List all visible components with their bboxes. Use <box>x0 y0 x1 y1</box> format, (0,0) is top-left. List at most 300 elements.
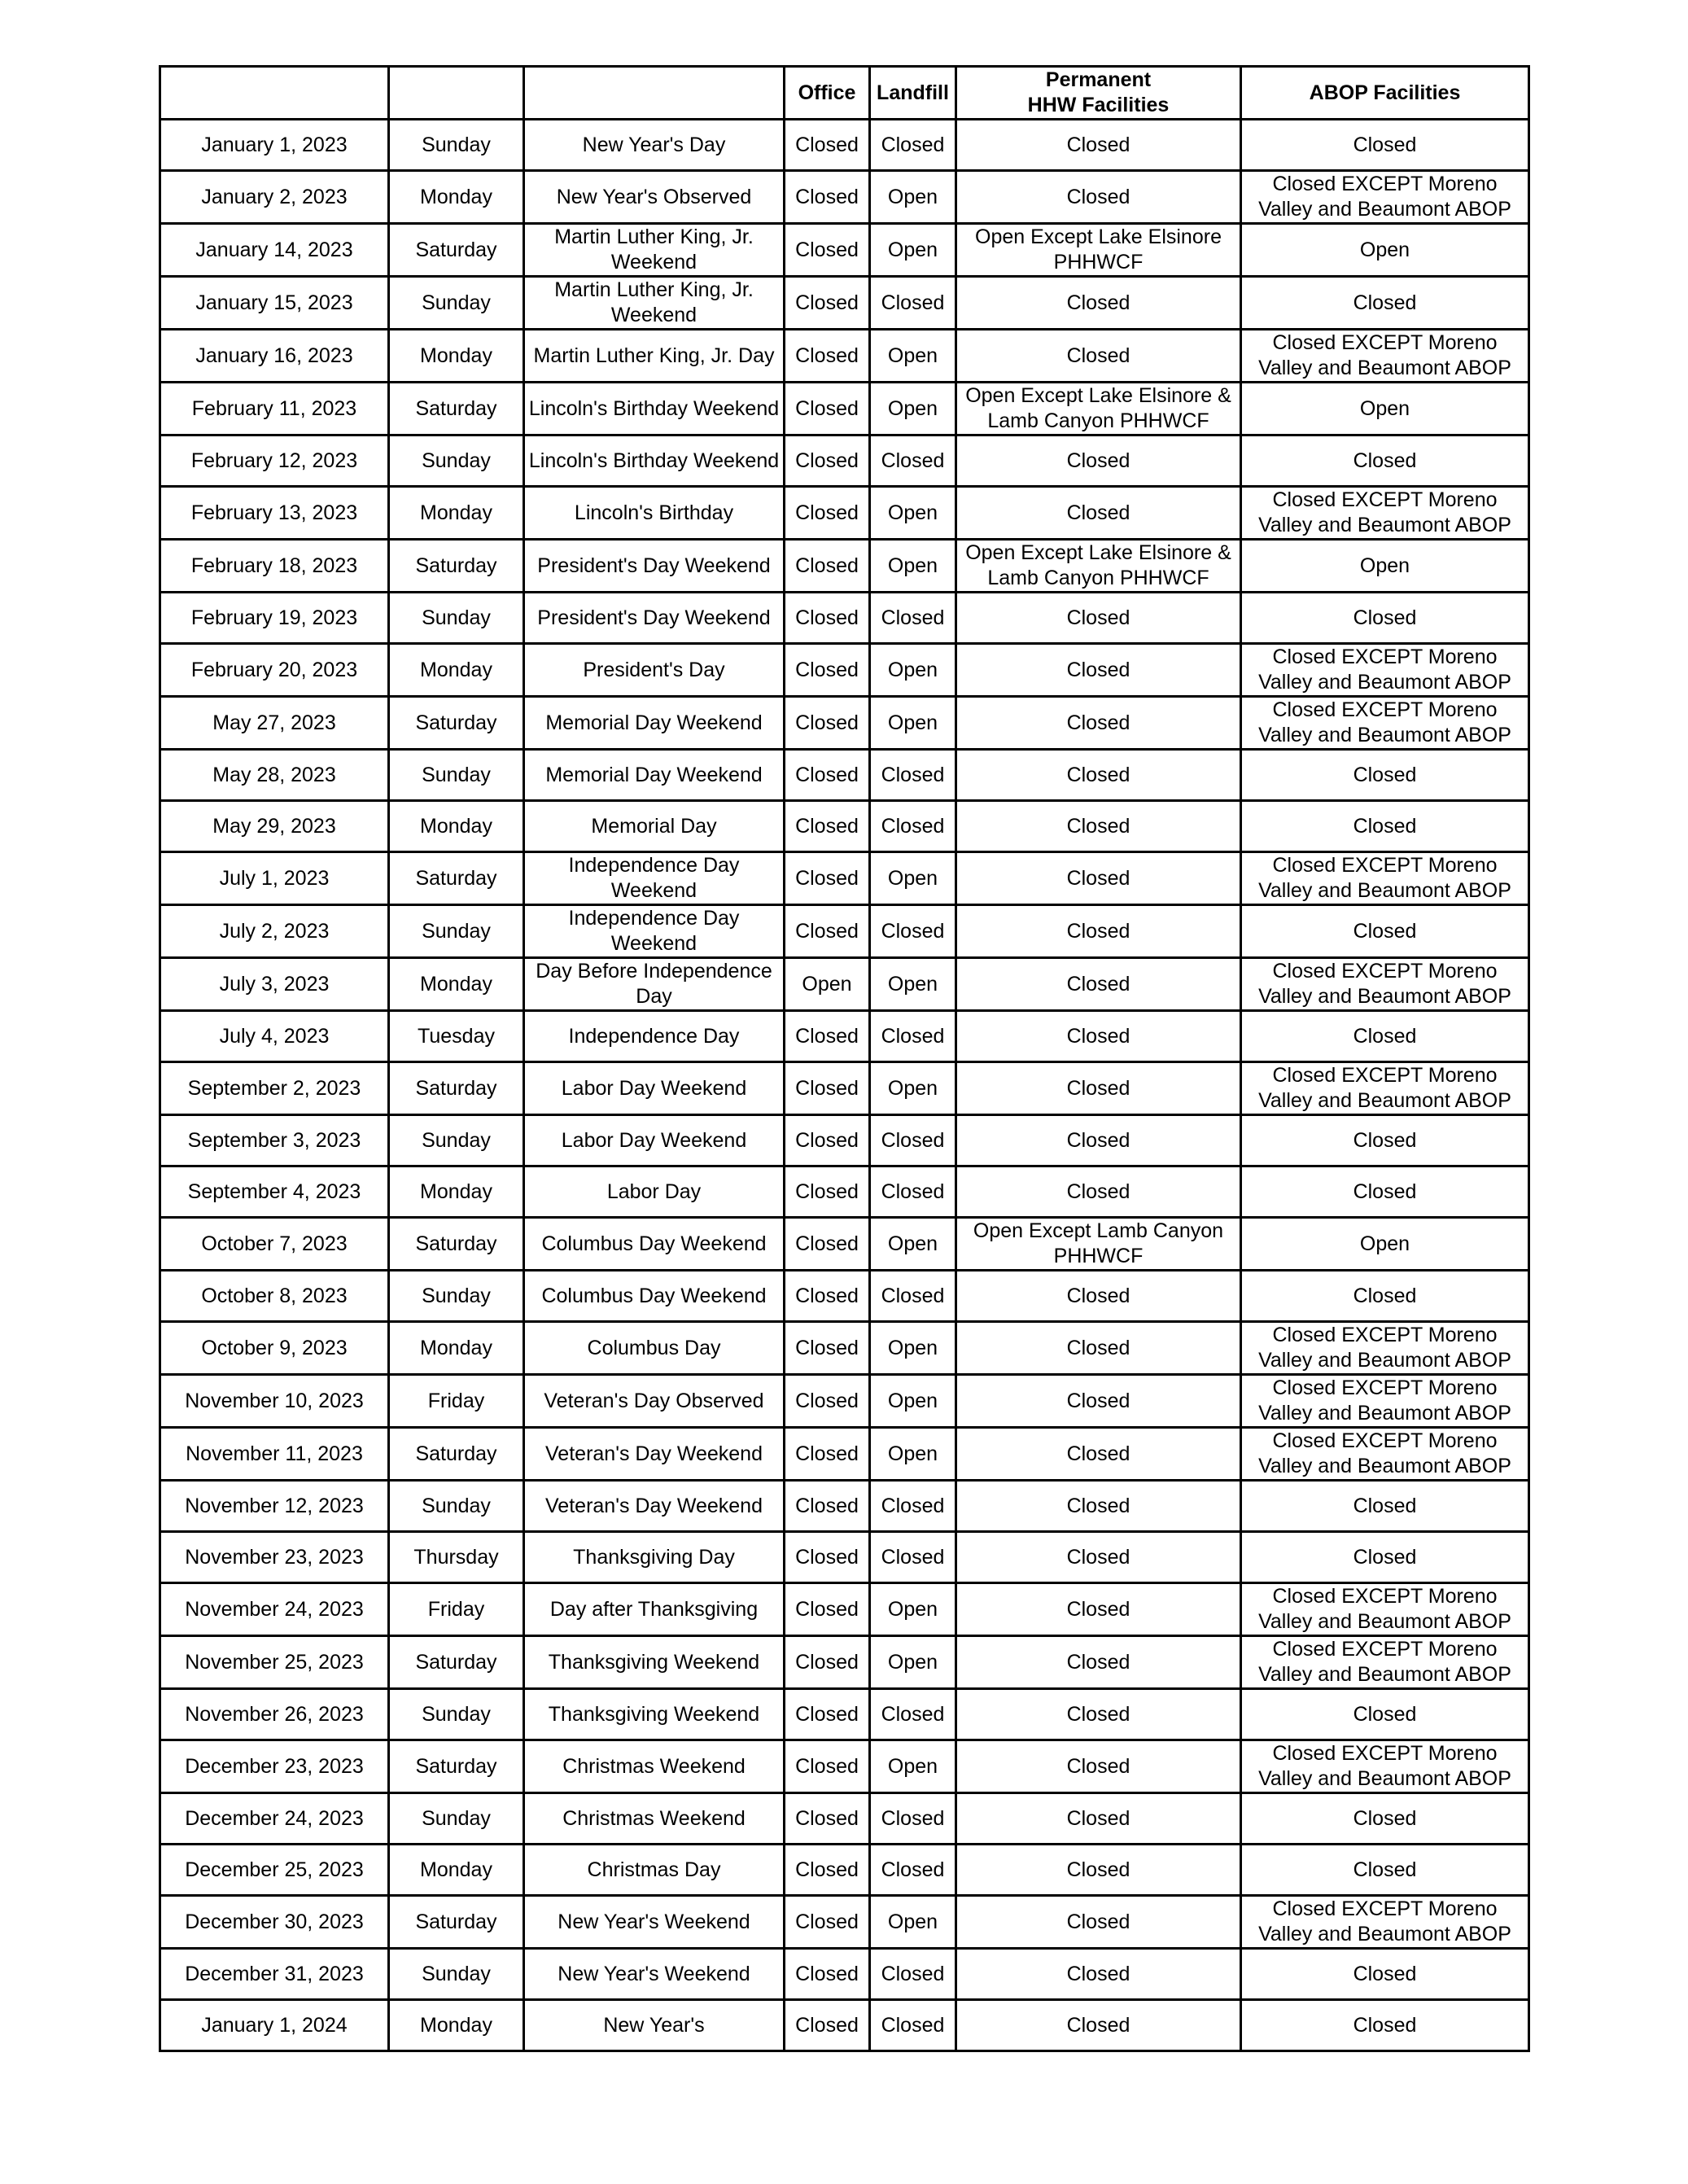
cell-holiday: Independence Day Weekend <box>524 852 785 905</box>
cell-hhw-facilities: Closed <box>956 1896 1241 1949</box>
cell-hhw-facilities: Open Except Lake Elsinore & Lamb Canyon PHHWCF <box>956 383 1241 435</box>
cell-landfill: Open <box>870 1740 956 1793</box>
table-row <box>160 1428 1529 1481</box>
table-body <box>160 120 1529 2051</box>
table-row <box>160 697 1529 750</box>
header-date <box>160 67 389 120</box>
cell-landfill: Closed <box>870 1949 956 2000</box>
cell-office: Closed <box>785 1740 870 1793</box>
cell-hhw-facilities: Closed <box>956 1689 1241 1740</box>
cell-abop-facilities: Closed EXCEPT Moreno Valley and Beaumont ABOP <box>1241 1896 1529 1949</box>
table-row <box>160 905 1529 958</box>
cell-hhw-facilities: Closed <box>956 644 1241 697</box>
cell-date: January 1, 2023 <box>160 120 389 171</box>
cell-day: Saturday <box>389 1636 524 1689</box>
cell-date: November 24, 2023 <box>160 1583 389 1636</box>
cell-landfill: Closed <box>870 750 956 801</box>
cell-office: Closed <box>785 224 870 277</box>
cell-landfill: Open <box>870 224 956 277</box>
table-row <box>160 277 1529 330</box>
cell-date: May 27, 2023 <box>160 697 389 750</box>
cell-holiday: Labor Day Weekend <box>524 1062 785 1115</box>
cell-landfill: Closed <box>870 277 956 330</box>
cell-landfill: Open <box>870 330 956 383</box>
cell-day: Sunday <box>389 1481 524 1532</box>
cell-day: Monday <box>389 1845 524 1896</box>
header-day <box>389 67 524 120</box>
cell-landfill: Closed <box>870 1845 956 1896</box>
cell-landfill: Open <box>870 487 956 540</box>
cell-abop-facilities: Closed EXCEPT Moreno Valley and Beaumont ABOP <box>1241 1062 1529 1115</box>
cell-holiday: Labor Day Weekend <box>524 1115 785 1166</box>
cell-office: Closed <box>785 540 870 593</box>
cell-abop-facilities: Closed <box>1241 593 1529 644</box>
cell-day: Saturday <box>389 697 524 750</box>
table-row <box>160 1166 1529 1218</box>
cell-day: Monday <box>389 1166 524 1218</box>
cell-hhw-facilities: Closed <box>956 852 1241 905</box>
cell-office: Closed <box>785 1583 870 1636</box>
cell-date: December 25, 2023 <box>160 1845 389 1896</box>
cell-date: November 23, 2023 <box>160 1532 389 1583</box>
cell-landfill: Closed <box>870 1532 956 1583</box>
cell-holiday: New Year's Weekend <box>524 1896 785 1949</box>
table-row <box>160 1271 1529 1322</box>
cell-landfill: Closed <box>870 593 956 644</box>
header-holiday <box>524 67 785 120</box>
cell-date: November 26, 2023 <box>160 1689 389 1740</box>
cell-hhw-facilities: Closed <box>956 1428 1241 1481</box>
cell-office: Closed <box>785 120 870 171</box>
table-row <box>160 1949 1529 2000</box>
cell-abop-facilities: Closed <box>1241 1689 1529 1740</box>
cell-date: December 24, 2023 <box>160 1793 389 1845</box>
cell-day: Monday <box>389 487 524 540</box>
cell-holiday: New Year's Day <box>524 120 785 171</box>
cell-holiday: Memorial Day Weekend <box>524 697 785 750</box>
cell-landfill: Open <box>870 697 956 750</box>
cell-landfill: Closed <box>870 1166 956 1218</box>
cell-hhw-facilities: Closed <box>956 120 1241 171</box>
cell-landfill: Open <box>870 1375 956 1428</box>
cell-holiday: Lincoln's Birthday <box>524 487 785 540</box>
table-row <box>160 958 1529 1011</box>
cell-day: Monday <box>389 2000 524 2051</box>
cell-holiday: Veteran's Day Observed <box>524 1375 785 1428</box>
cell-landfill: Open <box>870 1062 956 1115</box>
cell-office: Closed <box>785 1532 870 1583</box>
cell-landfill: Closed <box>870 801 956 852</box>
cell-date: October 7, 2023 <box>160 1218 389 1271</box>
cell-holiday: Lincoln's Birthday Weekend <box>524 435 785 487</box>
cell-office: Closed <box>785 1011 870 1062</box>
cell-holiday: Day after Thanksgiving <box>524 1583 785 1636</box>
cell-hhw-facilities: Closed <box>956 958 1241 1011</box>
table-row <box>160 852 1529 905</box>
cell-day: Sunday <box>389 905 524 958</box>
cell-hhw-facilities: Open Except Lake Elsinore PHHWCF <box>956 224 1241 277</box>
cell-hhw-facilities: Closed <box>956 1115 1241 1166</box>
cell-date: May 29, 2023 <box>160 801 389 852</box>
cell-holiday: Christmas Weekend <box>524 1740 785 1793</box>
cell-office: Closed <box>785 1218 870 1271</box>
cell-hhw-facilities: Closed <box>956 277 1241 330</box>
cell-day: Thursday <box>389 1532 524 1583</box>
cell-holiday: Columbus Day Weekend <box>524 1218 785 1271</box>
cell-abop-facilities: Closed EXCEPT Moreno Valley and Beaumont ABOP <box>1241 330 1529 383</box>
cell-landfill: Open <box>870 383 956 435</box>
table-row <box>160 1115 1529 1166</box>
table-row <box>160 383 1529 435</box>
cell-hhw-facilities: Open Except Lake Elsinore & Lamb Canyon PHHWCF <box>956 540 1241 593</box>
cell-hhw-facilities: Closed <box>956 1532 1241 1583</box>
cell-office: Closed <box>785 1428 870 1481</box>
cell-day: Monday <box>389 801 524 852</box>
cell-abop-facilities: Closed <box>1241 1481 1529 1532</box>
cell-abop-facilities: Closed <box>1241 750 1529 801</box>
table-row <box>160 1793 1529 1845</box>
table-row <box>160 1218 1529 1271</box>
cell-date: November 25, 2023 <box>160 1636 389 1689</box>
cell-holiday: New Year's Weekend <box>524 1949 785 2000</box>
cell-day: Monday <box>389 644 524 697</box>
table-row <box>160 1481 1529 1532</box>
cell-date: July 1, 2023 <box>160 852 389 905</box>
cell-hhw-facilities: Closed <box>956 487 1241 540</box>
cell-holiday: New Year's Observed <box>524 171 785 224</box>
cell-abop-facilities: Closed <box>1241 435 1529 487</box>
cell-holiday: Columbus Day <box>524 1322 785 1375</box>
cell-date: January 14, 2023 <box>160 224 389 277</box>
cell-day: Friday <box>389 1375 524 1428</box>
cell-office: Closed <box>785 277 870 330</box>
cell-landfill: Closed <box>870 120 956 171</box>
cell-hhw-facilities: Closed <box>956 435 1241 487</box>
cell-day: Tuesday <box>389 1011 524 1062</box>
cell-date: January 2, 2023 <box>160 171 389 224</box>
cell-date: February 11, 2023 <box>160 383 389 435</box>
cell-hhw-facilities: Closed <box>956 905 1241 958</box>
cell-abop-facilities: Closed <box>1241 2000 1529 2051</box>
cell-day: Monday <box>389 958 524 1011</box>
cell-holiday: Lincoln's Birthday Weekend <box>524 383 785 435</box>
cell-day: Sunday <box>389 1949 524 2000</box>
header-hhw-line1: Permanent <box>1045 68 1152 91</box>
cell-date: November 12, 2023 <box>160 1481 389 1532</box>
cell-abop-facilities: Closed EXCEPT Moreno Valley and Beaumont ABOP <box>1241 852 1529 905</box>
cell-holiday: Independence Day Weekend <box>524 905 785 958</box>
cell-hhw-facilities: Closed <box>956 1481 1241 1532</box>
cell-hhw-facilities: Closed <box>956 1949 1241 2000</box>
cell-office: Closed <box>785 1896 870 1949</box>
cell-holiday: President's Day <box>524 644 785 697</box>
cell-abop-facilities: Closed EXCEPT Moreno Valley and Beaumont ABOP <box>1241 1375 1529 1428</box>
cell-day: Sunday <box>389 435 524 487</box>
cell-landfill: Open <box>870 1218 956 1271</box>
cell-hhw-facilities: Closed <box>956 1375 1241 1428</box>
cell-date: December 31, 2023 <box>160 1949 389 2000</box>
cell-holiday: Independence Day <box>524 1011 785 1062</box>
cell-abop-facilities: Closed EXCEPT Moreno Valley and Beaumont ABOP <box>1241 171 1529 224</box>
cell-day: Sunday <box>389 1689 524 1740</box>
cell-office: Open <box>785 958 870 1011</box>
cell-office: Closed <box>785 1271 870 1322</box>
table-row <box>160 1322 1529 1375</box>
table-row <box>160 1636 1529 1689</box>
cell-abop-facilities: Closed <box>1241 1532 1529 1583</box>
cell-office: Closed <box>785 1636 870 1689</box>
cell-day: Saturday <box>389 1428 524 1481</box>
cell-date: November 10, 2023 <box>160 1375 389 1428</box>
cell-landfill: Closed <box>870 905 956 958</box>
cell-landfill: Closed <box>870 1481 956 1532</box>
cell-day: Saturday <box>389 852 524 905</box>
cell-day: Sunday <box>389 1793 524 1845</box>
cell-day: Saturday <box>389 1218 524 1271</box>
cell-hhw-facilities: Closed <box>956 2000 1241 2051</box>
cell-holiday: Labor Day <box>524 1166 785 1218</box>
table-row <box>160 435 1529 487</box>
cell-landfill: Open <box>870 1428 956 1481</box>
table-row <box>160 1011 1529 1062</box>
cell-landfill: Open <box>870 852 956 905</box>
cell-landfill: Closed <box>870 1689 956 1740</box>
cell-office: Closed <box>785 1793 870 1845</box>
cell-landfill: Closed <box>870 2000 956 2051</box>
cell-abop-facilities: Closed <box>1241 120 1529 171</box>
cell-office: Closed <box>785 435 870 487</box>
cell-office: Closed <box>785 1481 870 1532</box>
cell-holiday: Martin Luther King, Jr. Day <box>524 330 785 383</box>
cell-day: Saturday <box>389 224 524 277</box>
cell-date: May 28, 2023 <box>160 750 389 801</box>
cell-hhw-facilities: Closed <box>956 1271 1241 1322</box>
cell-date: January 1, 2024 <box>160 2000 389 2051</box>
cell-office: Closed <box>785 1322 870 1375</box>
cell-holiday: Christmas Day <box>524 1845 785 1896</box>
cell-day: Sunday <box>389 1115 524 1166</box>
cell-office: Closed <box>785 1166 870 1218</box>
cell-day: Saturday <box>389 1740 524 1793</box>
cell-day: Saturday <box>389 540 524 593</box>
cell-office: Closed <box>785 487 870 540</box>
cell-holiday: Veteran's Day Weekend <box>524 1428 785 1481</box>
cell-day: Friday <box>389 1583 524 1636</box>
table-row <box>160 750 1529 801</box>
cell-date: December 30, 2023 <box>160 1896 389 1949</box>
cell-office: Closed <box>785 593 870 644</box>
cell-abop-facilities: Open <box>1241 383 1529 435</box>
cell-day: Monday <box>389 1322 524 1375</box>
cell-hhw-facilities: Closed <box>956 1166 1241 1218</box>
cell-office: Closed <box>785 383 870 435</box>
table-row <box>160 224 1529 277</box>
cell-hhw-facilities: Closed <box>956 1011 1241 1062</box>
cell-landfill: Open <box>870 1583 956 1636</box>
cell-date: January 16, 2023 <box>160 330 389 383</box>
table-row <box>160 1689 1529 1740</box>
cell-office: Closed <box>785 801 870 852</box>
cell-office: Closed <box>785 1375 870 1428</box>
cell-day: Sunday <box>389 1271 524 1322</box>
table-row <box>160 171 1529 224</box>
cell-abop-facilities: Closed EXCEPT Moreno Valley and Beaumont ABOP <box>1241 644 1529 697</box>
holiday-schedule-table <box>159 65 1530 2052</box>
cell-date: October 8, 2023 <box>160 1271 389 1322</box>
cell-hhw-facilities: Closed <box>956 1845 1241 1896</box>
cell-holiday: Memorial Day Weekend <box>524 750 785 801</box>
cell-hhw-facilities: Closed <box>956 801 1241 852</box>
cell-holiday: Thanksgiving Day <box>524 1532 785 1583</box>
header-abop-facilities: ABOP Facilities <box>1241 67 1529 120</box>
table-row <box>160 540 1529 593</box>
cell-landfill: Closed <box>870 1271 956 1322</box>
cell-holiday: Martin Luther King, Jr. Weekend <box>524 224 785 277</box>
cell-holiday: President's Day Weekend <box>524 593 785 644</box>
cell-day: Saturday <box>389 1896 524 1949</box>
cell-day: Sunday <box>389 593 524 644</box>
cell-office: Closed <box>785 1062 870 1115</box>
cell-hhw-facilities: Closed <box>956 593 1241 644</box>
cell-office: Closed <box>785 750 870 801</box>
table-row <box>160 1583 1529 1636</box>
cell-holiday: Columbus Day Weekend <box>524 1271 785 1322</box>
cell-landfill: Closed <box>870 1115 956 1166</box>
header-hhw-line2: HHW Facilities <box>1027 94 1170 116</box>
cell-office: Closed <box>785 905 870 958</box>
cell-date: February 18, 2023 <box>160 540 389 593</box>
cell-date: July 2, 2023 <box>160 905 389 958</box>
cell-abop-facilities: Closed EXCEPT Moreno Valley and Beaumont ABOP <box>1241 1636 1529 1689</box>
cell-day: Sunday <box>389 120 524 171</box>
header-hhw-facilities <box>956 67 1241 120</box>
cell-landfill: Open <box>870 958 956 1011</box>
cell-landfill: Closed <box>870 1011 956 1062</box>
cell-landfill: Open <box>870 1636 956 1689</box>
header-row <box>160 67 1529 120</box>
cell-abop-facilities: Closed <box>1241 1793 1529 1845</box>
cell-holiday: New Year's <box>524 2000 785 2051</box>
cell-day: Monday <box>389 171 524 224</box>
cell-date: September 4, 2023 <box>160 1166 389 1218</box>
cell-holiday: Memorial Day <box>524 801 785 852</box>
cell-holiday: Thanksgiving Weekend <box>524 1636 785 1689</box>
cell-hhw-facilities: Closed <box>956 697 1241 750</box>
cell-abop-facilities: Closed EXCEPT Moreno Valley and Beaumont ABOP <box>1241 958 1529 1011</box>
table-row <box>160 801 1529 852</box>
cell-day: Sunday <box>389 277 524 330</box>
cell-hhw-facilities: Closed <box>956 171 1241 224</box>
cell-day: Sunday <box>389 750 524 801</box>
cell-holiday: Day Before Independence Day <box>524 958 785 1011</box>
cell-day: Saturday <box>389 1062 524 1115</box>
cell-hhw-facilities: Closed <box>956 1062 1241 1115</box>
table-row <box>160 1896 1529 1949</box>
cell-hhw-facilities: Closed <box>956 750 1241 801</box>
cell-day: Monday <box>389 330 524 383</box>
cell-abop-facilities: Open <box>1241 1218 1529 1271</box>
cell-abop-facilities: Closed <box>1241 1949 1529 2000</box>
table-header <box>160 67 1529 120</box>
cell-abop-facilities: Closed <box>1241 801 1529 852</box>
cell-office: Closed <box>785 1689 870 1740</box>
table-row <box>160 1845 1529 1896</box>
cell-office: Closed <box>785 644 870 697</box>
cell-hhw-facilities: Closed <box>956 330 1241 383</box>
table-row <box>160 2000 1529 2051</box>
cell-abop-facilities: Closed <box>1241 1166 1529 1218</box>
cell-abop-facilities: Closed <box>1241 1115 1529 1166</box>
cell-abop-facilities: Closed EXCEPT Moreno Valley and Beaumont ABOP <box>1241 697 1529 750</box>
table-row <box>160 1532 1529 1583</box>
cell-office: Closed <box>785 697 870 750</box>
cell-office: Closed <box>785 171 870 224</box>
table-row <box>160 1375 1529 1428</box>
cell-abop-facilities: Closed <box>1241 1011 1529 1062</box>
cell-date: February 12, 2023 <box>160 435 389 487</box>
cell-landfill: Open <box>870 1322 956 1375</box>
cell-office: Closed <box>785 852 870 905</box>
cell-landfill: Open <box>870 171 956 224</box>
cell-abop-facilities: Closed <box>1241 905 1529 958</box>
cell-office: Closed <box>785 1949 870 2000</box>
cell-hhw-facilities: Closed <box>956 1793 1241 1845</box>
cell-hhw-facilities: Open Except Lamb Canyon PHHWCF <box>956 1218 1241 1271</box>
cell-abop-facilities: Closed EXCEPT Moreno Valley and Beaumont ABOP <box>1241 487 1529 540</box>
cell-office: Closed <box>785 1845 870 1896</box>
cell-date: September 3, 2023 <box>160 1115 389 1166</box>
cell-date: July 3, 2023 <box>160 958 389 1011</box>
cell-office: Closed <box>785 1115 870 1166</box>
cell-date: February 20, 2023 <box>160 644 389 697</box>
cell-date: December 23, 2023 <box>160 1740 389 1793</box>
cell-abop-facilities: Closed EXCEPT Moreno Valley and Beaumont ABOP <box>1241 1583 1529 1636</box>
cell-abop-facilities: Open <box>1241 224 1529 277</box>
cell-hhw-facilities: Closed <box>956 1636 1241 1689</box>
cell-hhw-facilities: Closed <box>956 1740 1241 1793</box>
cell-abop-facilities: Closed EXCEPT Moreno Valley and Beaumont ABOP <box>1241 1428 1529 1481</box>
cell-day: Saturday <box>389 383 524 435</box>
table-row <box>160 120 1529 171</box>
cell-hhw-facilities: Closed <box>956 1583 1241 1636</box>
header-landfill: Landfill <box>870 67 956 120</box>
cell-date: September 2, 2023 <box>160 1062 389 1115</box>
cell-abop-facilities: Open <box>1241 540 1529 593</box>
cell-landfill: Open <box>870 1896 956 1949</box>
cell-holiday: Martin Luther King, Jr. Weekend <box>524 277 785 330</box>
header-office: Office <box>785 67 870 120</box>
cell-holiday: President's Day Weekend <box>524 540 785 593</box>
cell-date: October 9, 2023 <box>160 1322 389 1375</box>
cell-abop-facilities: Closed <box>1241 1271 1529 1322</box>
cell-holiday: Veteran's Day Weekend <box>524 1481 785 1532</box>
table-row <box>160 593 1529 644</box>
cell-date: July 4, 2023 <box>160 1011 389 1062</box>
cell-abop-facilities: Closed EXCEPT Moreno Valley and Beaumont ABOP <box>1241 1740 1529 1793</box>
cell-abop-facilities: Closed EXCEPT Moreno Valley and Beaumont ABOP <box>1241 1322 1529 1375</box>
cell-office: Closed <box>785 330 870 383</box>
cell-date: February 19, 2023 <box>160 593 389 644</box>
table-row <box>160 644 1529 697</box>
cell-date: February 13, 2023 <box>160 487 389 540</box>
cell-date: January 15, 2023 <box>160 277 389 330</box>
cell-abop-facilities: Closed <box>1241 1845 1529 1896</box>
cell-landfill: Closed <box>870 1793 956 1845</box>
table-row <box>160 330 1529 383</box>
cell-landfill: Closed <box>870 435 956 487</box>
cell-landfill: Open <box>870 540 956 593</box>
cell-date: November 11, 2023 <box>160 1428 389 1481</box>
